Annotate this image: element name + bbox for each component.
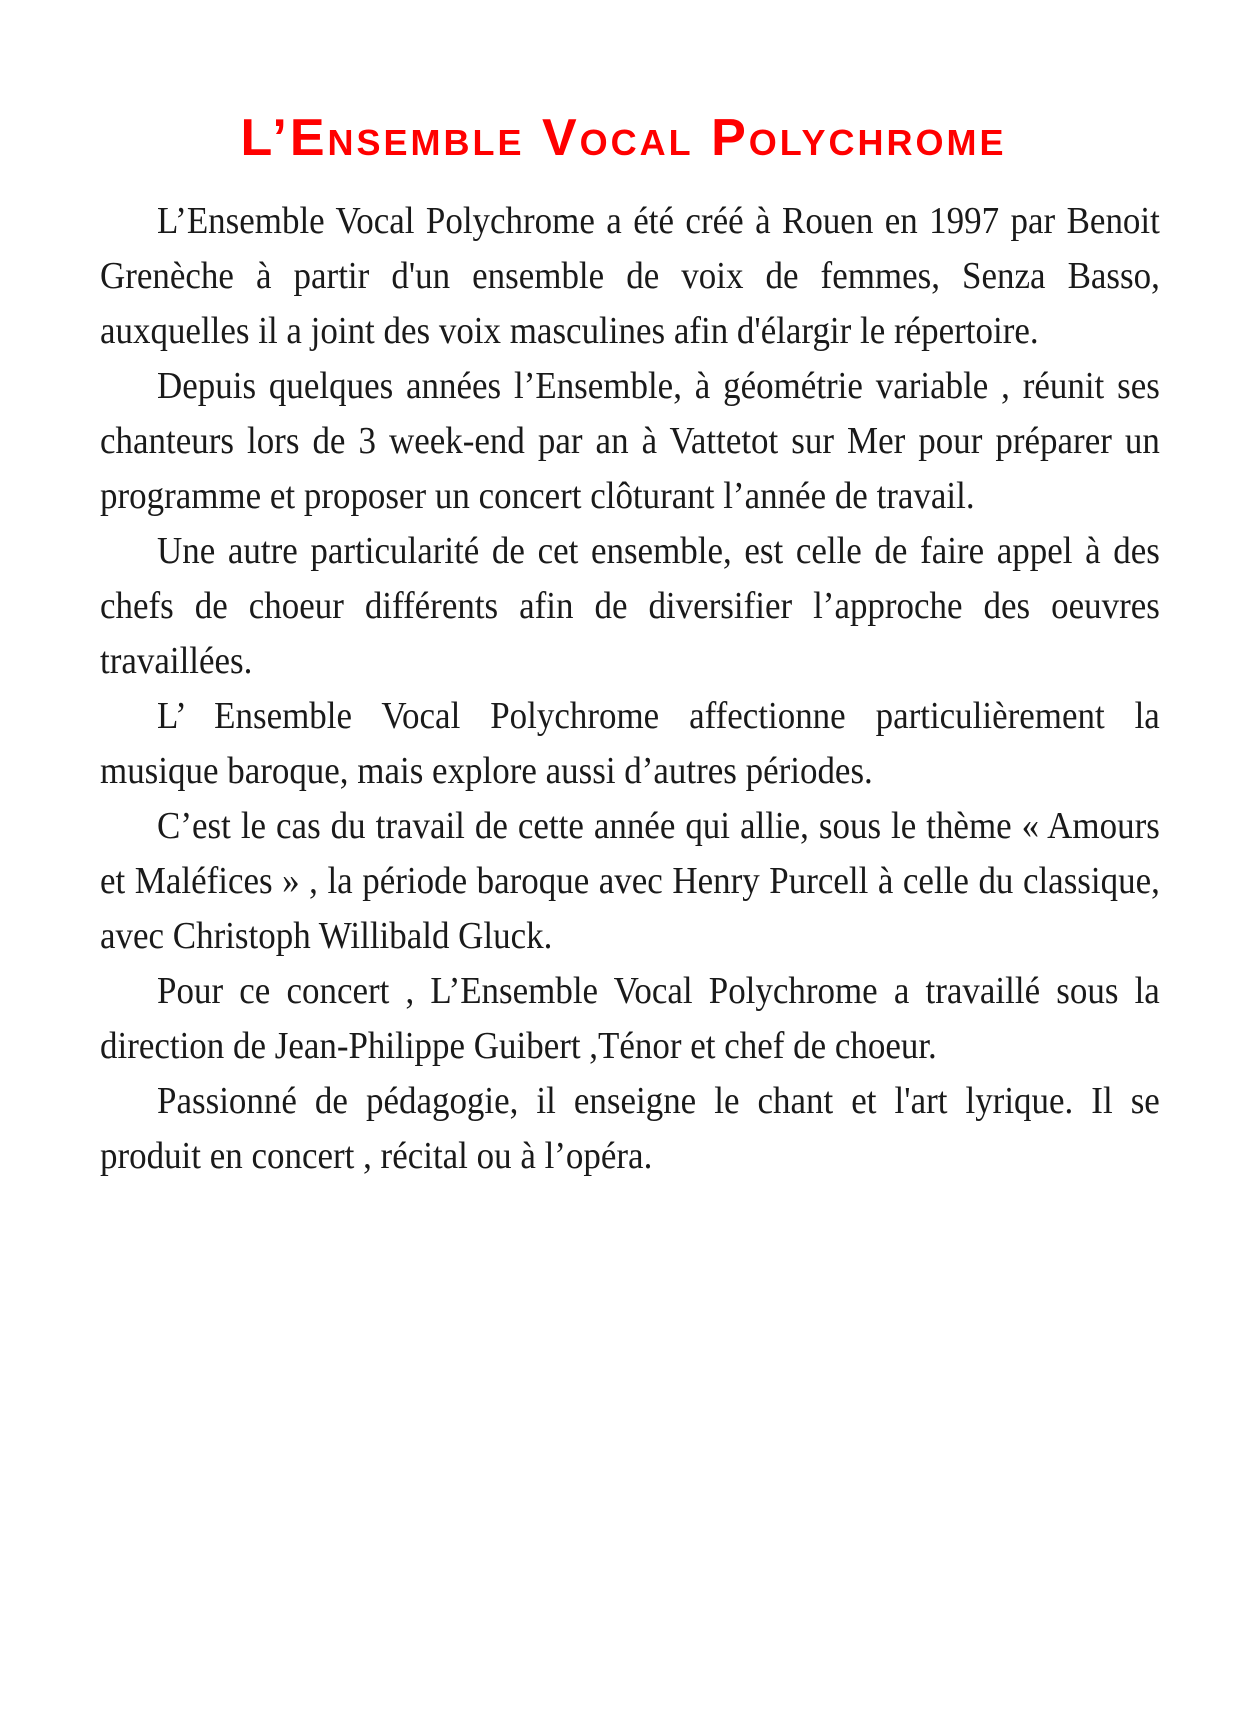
page-title: L’Ensemble Vocal Polychrome: [240, 109, 1007, 167]
paragraph-6: Pour ce concert , L’Ensemble Vocal Polychrome a travaillé sous la direction de Jean-Philippe Guibert ,Ténor et chef de choeur.: [100, 970, 1160, 1067]
paragraph-5: C’est le cas du travail de cette année qui allie, sous le thème « Amours et Maléfices » , la période baroque avec Henry Purcell à celle du classique, avec Christoph Willibald Gluck.: [100, 805, 1160, 957]
paragraph-7: Passionné de pédagogie, il enseigne le chant et l'art lyrique. Il se produit en concert , récital ou à l’opéra.: [100, 1080, 1160, 1177]
paragraph-1: L’Ensemble Vocal Polychrome a été créé à Rouen en 1997 par Benoit Grenèche à partir d'un ensemble de voix de femmes, Senza Basso, auxquelles il a joint des voix masculines afin d'élargir le répertoire.: [100, 200, 1160, 352]
paragraph-4: L’ Ensemble Vocal Polychrome affectionne particulièrement la musique baroque, mais explore aussi d’autres périodes.: [100, 695, 1160, 792]
paragraph-2: Depuis quelques années l’Ensemble, à géométrie variable , réunit ses chanteurs lors de 3 week-end par an à Vattetot sur Mer pour préparer un programme et proposer un concert clôturant l’année de travail.: [100, 365, 1160, 517]
article-body: [100, 194, 1160, 1184]
paragraph-3: Une autre particularité de cet ensemble, est celle de faire appel à des chefs de choeur différents afin de diversifier l’approche des oeuvres travaillées.: [100, 530, 1160, 682]
